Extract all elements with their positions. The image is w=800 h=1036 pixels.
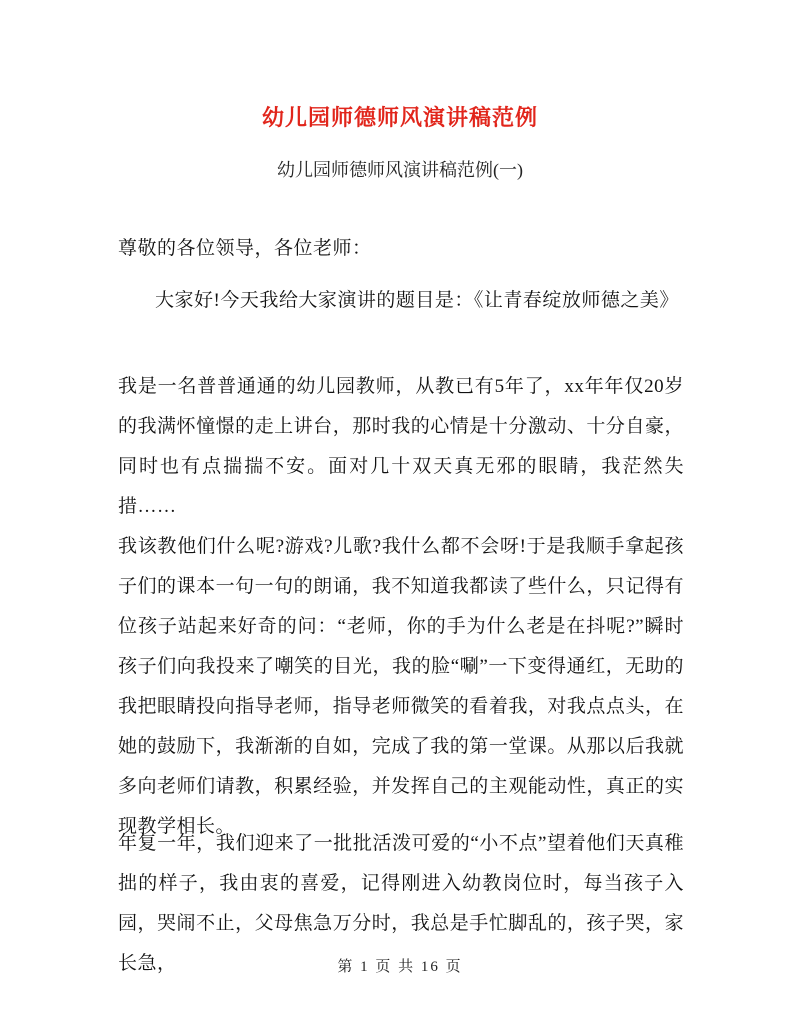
paragraph-body-1: 我是一名普普通通的幼儿园教师，从教已有5年了，xx年年仅20岁的我满怀憧憬的走上讲台，那时我的心情是十分激动、十分自豪，同时也有点揣揣不安。面对几十双天真无邪的眼睛，我茫然失措…… [118, 376, 684, 517]
paragraph-body-2: 我该教他们什么呢?游戏?儿歌?我什么都不会呀!于是我顺手拿起孩子们的课本一句一句的朗诵，我不知道我都读了些什么，只记得有位孩子站起来好奇的问：“老师，你的手为什么老是在抖呢?”瞬时孩子们向我投来了嘲笑的目光，我的脸“唰”一下变得通红，无助的我把眼睛投向指导老师，指导老师微笑的看着我，对我点点头，在她的鼓励下，我渐渐的自如，完成了我的第一堂课。从那以后我就多向老师们请教，积累经验，并发挥自己的主观能动性，真正的实现教学相长。 [118, 536, 684, 837]
paragraph-body-3: 年复一年，我们迎来了一批批活泼可爱的“小不点”望着他们天真稚拙的样子，我由衷的喜爱，记得刚进入幼教岗位时，每当孩子入园，哭闹不止，父母焦急万分时，我总是手忙脚乱的，孩子哭，家长急， [118, 833, 684, 974]
page-title: 幼儿园师德师风演讲稿范例 [261, 104, 538, 130]
paragraph-greeting: 尊敬的各位领导，各位老师： [118, 238, 372, 259]
paragraph-intro: 大家好!今天我给大家演讲的题目是：《让青春绽放师德之美》 [155, 290, 679, 311]
doc-subtitle: 幼儿园师德师风演讲稿范例(一) [277, 160, 523, 180]
page-footer: 第 1 页 共 16 页 [337, 959, 463, 975]
